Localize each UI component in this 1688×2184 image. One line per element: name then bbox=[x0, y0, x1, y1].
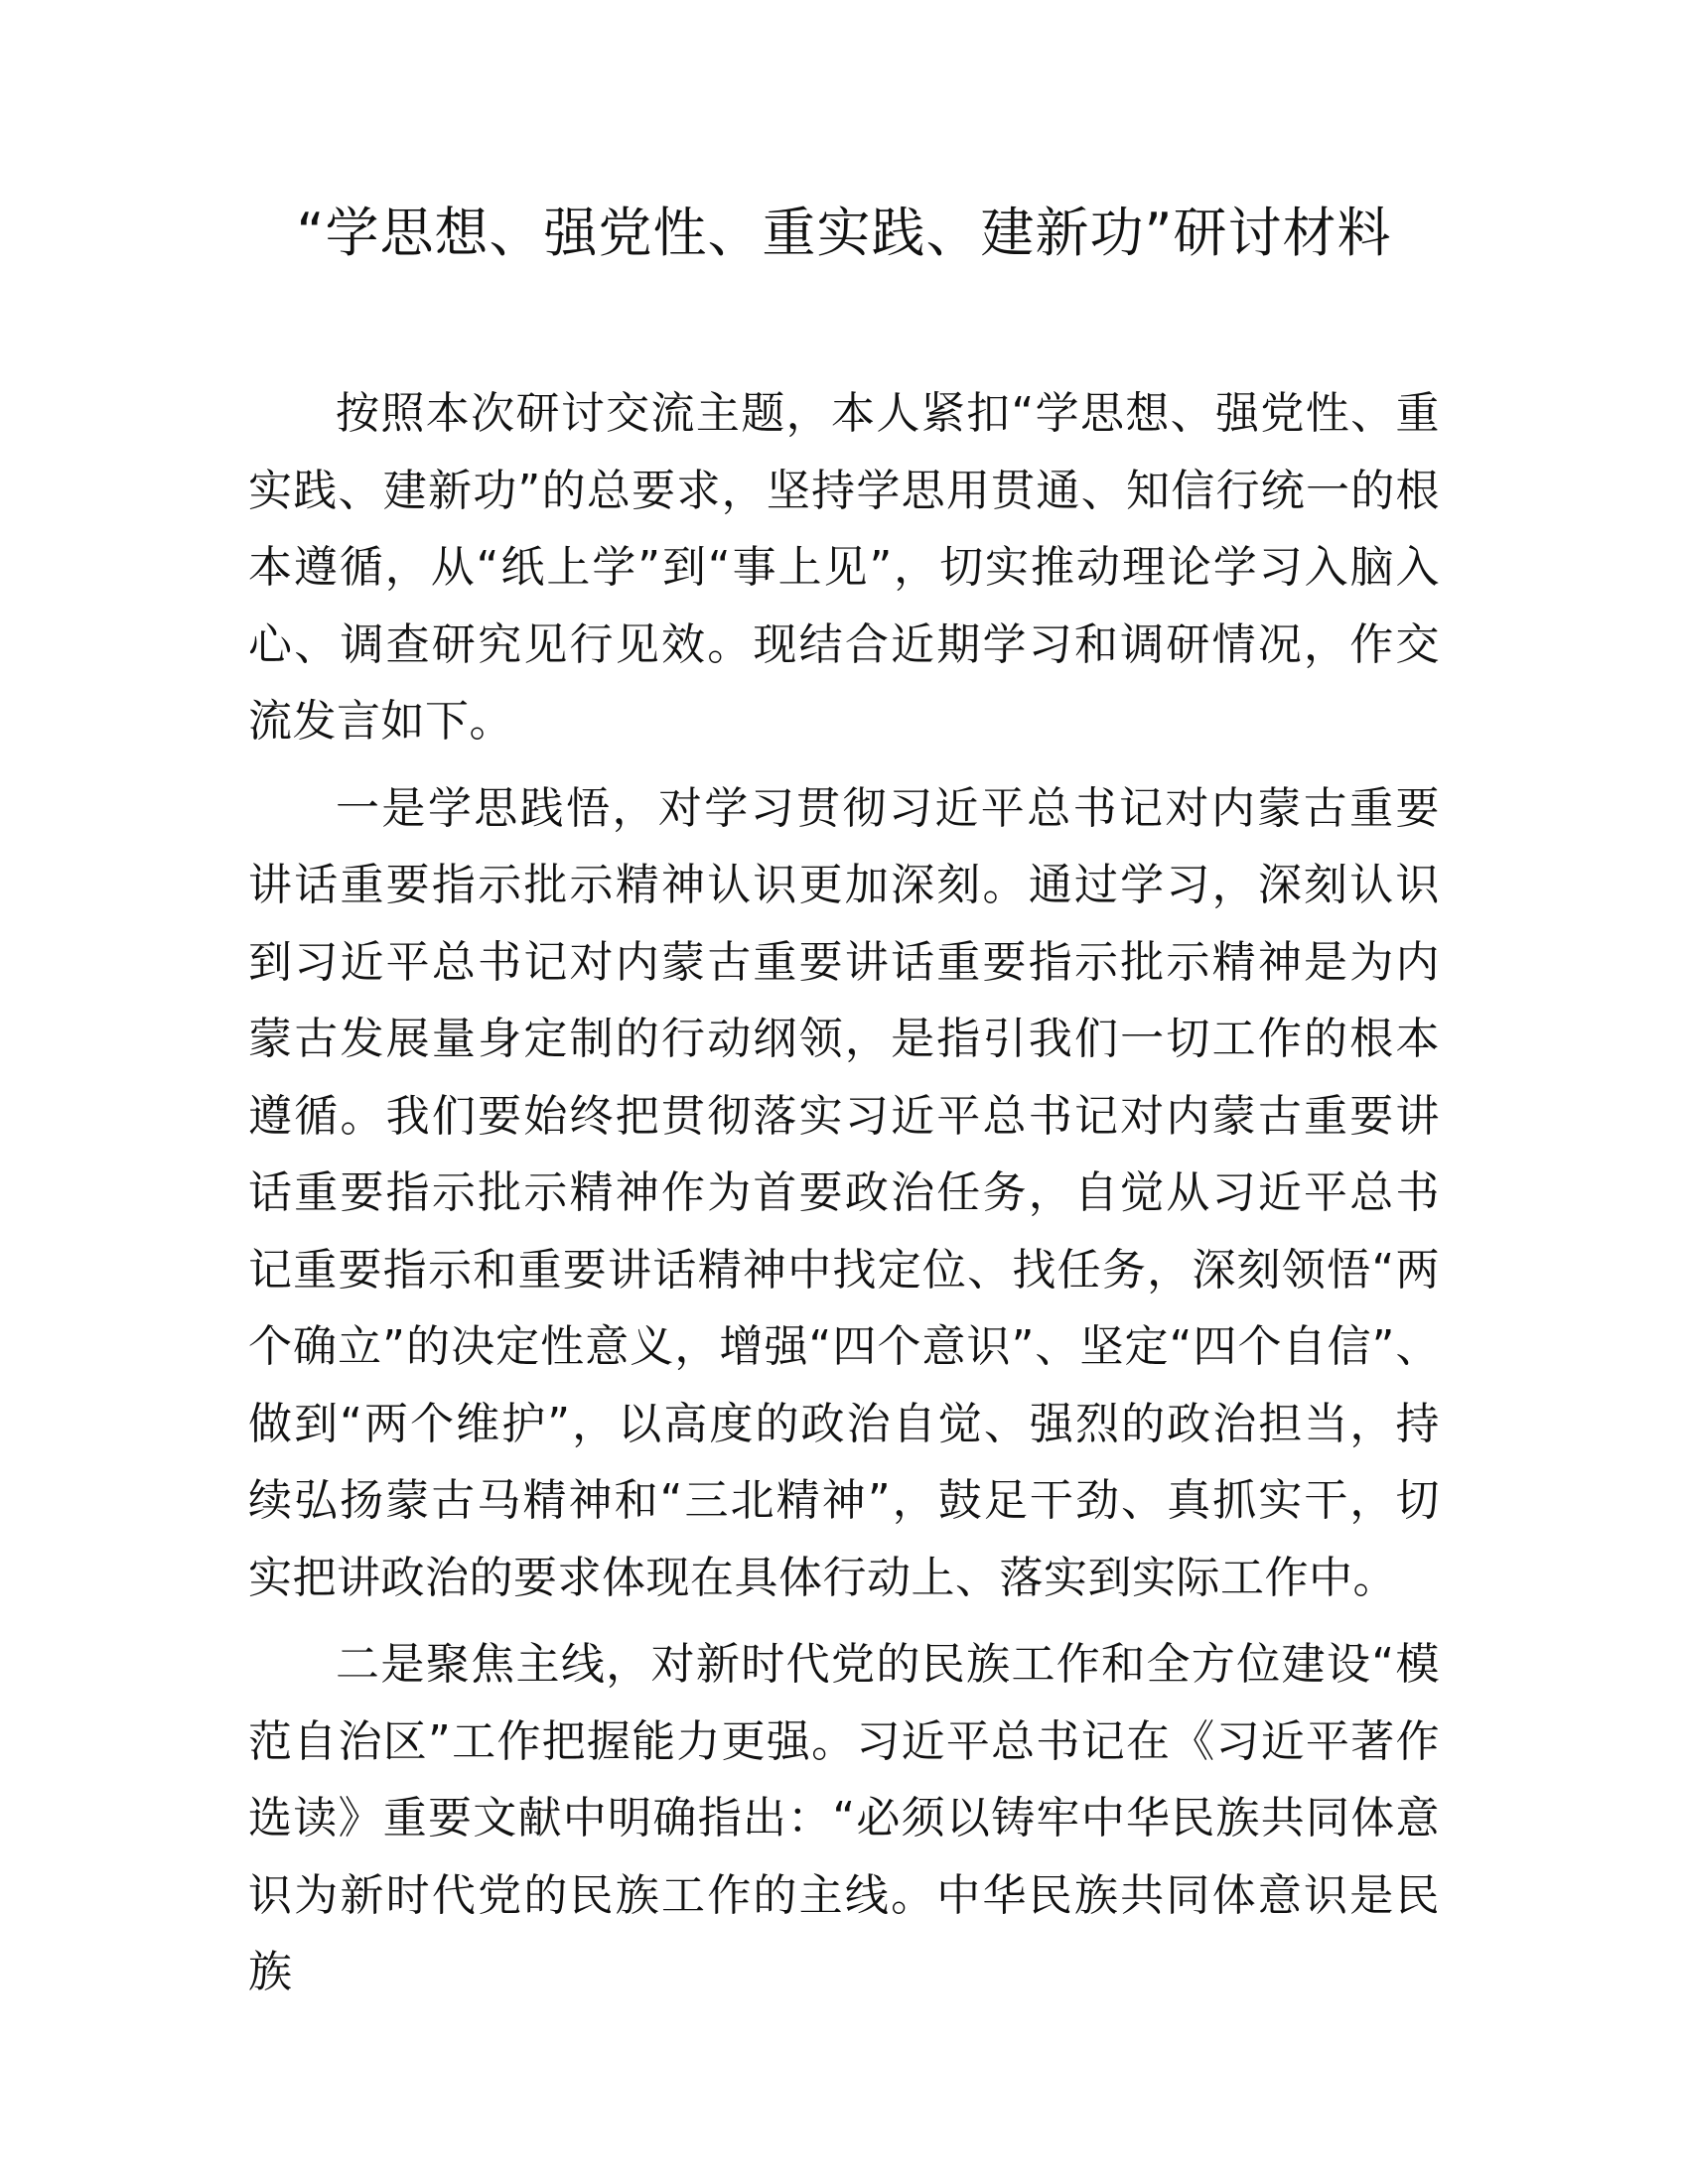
document-title: “学思想、强党性、重实践、建新功”研讨材料 bbox=[296, 202, 1392, 264]
paragraph-intro: 按照本次研讨交流主题，本人紧扣“学思想、强党性、重实践、建新功”的总要求，坚持学思用贯通、知信行统一的根本遵循，从“纸上学”到“事上见”，切实推动理论学习入脑入心、调查研究见行见效。现结合近期学习和调研情况，作交流发言如下。 bbox=[248, 388, 1440, 747]
paragraph-point-two: 二是聚焦主线，对新时代党的民族工作和全方位建设“模范自治区”工作把握能力更强。习近平总书记在《习近平著作选读》重要文献中明确指出：“必须以铸牢中华民族共同体意识为新时代党的民族工作的主线。中华民族共同体意识是民族 bbox=[248, 1639, 1440, 1997]
document-body bbox=[248, 375, 1440, 2021]
paragraph-point-one: 一是学思践悟，对学习贯彻习近平总书记对内蒙古重要讲话重要指示批示精神认识更加深刻。通过学习，深刻认识到习近平总书记对内蒙古重要讲话重要指示批示精神是为内蒙古发展量身定制的行动纲领，是指引我们一切工作的根本遵循。我们要始终把贯彻落实习近平总书记对内蒙古重要讲话重要指示批示精神作为首要政治任务，自觉从习近平总书记重要指示和重要讲话精神中找定位、找任务，深刻领悟“两个确立”的决定性意义，增强“四个意识”、坚定“四个自信”、做到“两个维护”，以高度的政治自觉、强烈的政治担当，持续弘扬蒙古马精神和“三北精神”，鼓足干劲、真抓实干，切实把讲政治的要求体现在具体行动上、落实到实际工作中。 bbox=[248, 782, 1440, 1603]
